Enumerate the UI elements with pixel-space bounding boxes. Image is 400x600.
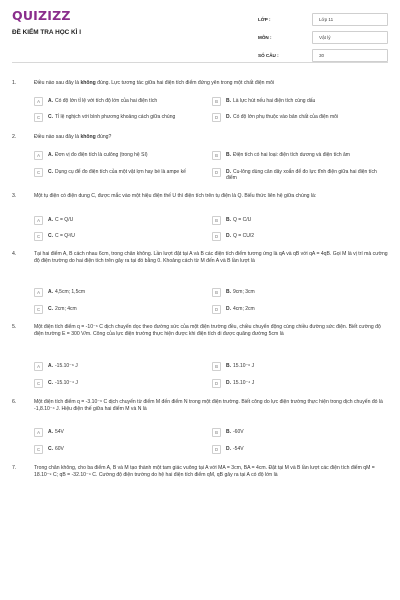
question-item xyxy=(12,251,388,314)
question-list xyxy=(0,80,400,479)
question-number: 1. xyxy=(12,80,17,86)
page-header xyxy=(0,0,400,62)
option-text xyxy=(48,151,148,158)
answer-option-a[interactable] xyxy=(34,97,210,106)
option-text xyxy=(48,305,77,312)
option-letter-box[interactable]: B xyxy=(212,288,221,297)
answer-options xyxy=(34,97,388,122)
question-text-part: Trong chân không, cho ba điểm A, B và M tạo thành một tam giác vuông tại A với MA = 3cm, BA = 4cm. Đặt tại M và B lần lượt các điện tích điểm qM = 18.10⁻⁹ C; qB = -32.10⁻⁹ C. Cường độ điện trường do hệ hai điện tích điểm qM, qB gây ra tại A có độ lớn là xyxy=(34,464,375,478)
question-number: 3. xyxy=(12,192,17,199)
meta-label: LỚP : xyxy=(258,16,271,22)
option-letter-box[interactable]: D xyxy=(212,113,221,122)
option-letter-box[interactable]: D xyxy=(212,232,221,241)
question-item xyxy=(12,193,388,241)
option-label: 15.10⁻⁴ J xyxy=(233,379,255,386)
option-text xyxy=(48,288,85,295)
option-letter-box[interactable]: C xyxy=(34,113,43,122)
option-label: 60V xyxy=(55,445,64,452)
option-text xyxy=(226,113,338,120)
question-item xyxy=(12,324,388,388)
option-label: -60V xyxy=(233,428,244,435)
question-count-field[interactable]: 30 xyxy=(312,49,388,62)
question-text-part: Một điện tích điểm q = -3.10⁻⁶ C dịch chuyển từ điểm M đến điểm N trong một điện trường. Biết công do lực điện trường thực hiện trong dịch chuyển đó là -1,8.10⁻⁴ J. Hiệu điện thế giữa hai điểm M và N là xyxy=(34,398,383,412)
option-letter: D. xyxy=(226,169,231,175)
question-text xyxy=(34,193,388,200)
option-label: -15.10⁻⁶ J xyxy=(55,362,78,369)
question-number: 7. xyxy=(12,464,17,471)
option-letter: B. xyxy=(226,216,231,223)
question-emphasis: không xyxy=(80,80,96,86)
option-letter-box[interactable]: D xyxy=(212,445,221,454)
question-text xyxy=(34,134,388,141)
answer-option-d[interactable] xyxy=(212,113,388,122)
option-text xyxy=(226,97,315,104)
option-letter: A. xyxy=(48,288,53,295)
option-label: Đơn vị đo điện tích là culông (trong hệ SI) xyxy=(55,152,148,158)
option-label: Cu-lông dùng cân dây xoắn để đo lực tĩnh điện giữa hai điện tích điểm xyxy=(226,169,377,182)
option-text xyxy=(48,97,157,104)
option-text xyxy=(226,362,254,369)
meta-row-count xyxy=(258,46,388,64)
question-text xyxy=(34,251,388,265)
question-item xyxy=(12,80,388,122)
option-text xyxy=(226,288,255,295)
option-label: Điện tích có hai loại: điện tích dương và điện tích âm xyxy=(233,152,350,158)
option-letter: C. xyxy=(48,232,53,239)
option-letter-box[interactable]: D xyxy=(212,305,221,314)
option-letter-box[interactable]: C xyxy=(34,305,43,314)
option-label: Q = C/U xyxy=(233,216,252,223)
answer-option-d[interactable] xyxy=(212,232,388,241)
answer-option-a[interactable] xyxy=(34,151,210,160)
question-text-part: Một tụ điện có điện dung C, được mắc vào một hiệu điện thế U thì điện tích trên tụ điện là Q. Biểu thức liên hệ giữa chúng là: xyxy=(34,192,317,199)
option-letter: C. xyxy=(48,445,53,452)
question-text xyxy=(34,399,388,413)
option-text xyxy=(48,362,78,369)
answer-option-b[interactable] xyxy=(212,216,388,225)
answer-option-b[interactable] xyxy=(212,288,388,297)
question-text-part: đúng. Lực tương tác giữa hai điện tích điểm đứng yên trong một chất điện môi xyxy=(95,80,275,86)
option-letter: C. xyxy=(48,114,53,120)
answer-option-a[interactable] xyxy=(34,288,210,297)
option-letter: D. xyxy=(226,379,231,386)
answer-options xyxy=(34,151,388,182)
question-text-part: Tại hai điểm A, B cách nhau 6cm, trong chân không. Lần lượt đặt tại A và B các điện tích điểm tương ứng là qA và qB với qA = 4qB. Gọi M là vị trí mà cường độ điện trường do hai điện tích trên gây ra tại đó bằng 0. Khoảng cách từ M đến A và B lần lượt là xyxy=(34,250,388,264)
option-label: 2cm; 4cm xyxy=(55,305,77,312)
option-letter: C. xyxy=(48,305,53,312)
option-letter: B. xyxy=(226,428,231,435)
question-number: 4. xyxy=(12,250,17,257)
option-letter-box[interactable]: B xyxy=(212,151,221,160)
option-text xyxy=(48,168,186,175)
option-letter-box[interactable]: D xyxy=(212,168,221,177)
answer-option-d[interactable] xyxy=(212,379,388,388)
option-text xyxy=(48,113,175,120)
option-text xyxy=(226,445,244,452)
option-letter: C. xyxy=(48,379,53,386)
question-item xyxy=(12,465,388,479)
option-letter-box[interactable]: A xyxy=(34,151,43,160)
question-text xyxy=(34,324,388,338)
option-letter: D. xyxy=(226,114,231,120)
question-number: 5. xyxy=(12,323,17,330)
meta-label: MÔN : xyxy=(258,34,272,40)
answer-option-b[interactable] xyxy=(212,428,388,437)
option-letter-box[interactable]: C xyxy=(34,379,43,388)
option-label: -15.10⁻⁴ J xyxy=(55,379,78,386)
option-letter: C. xyxy=(48,169,53,175)
question-text-part: Điều nào sau đây là xyxy=(34,134,81,140)
option-letter: A. xyxy=(48,428,53,435)
option-letter: A. xyxy=(48,216,53,223)
option-text xyxy=(48,232,75,239)
quizizz-logo: QUIZIZZ xyxy=(12,8,71,23)
option-letter: D. xyxy=(226,445,231,452)
answer-option-d[interactable] xyxy=(212,305,388,314)
answer-option-a[interactable] xyxy=(34,216,210,225)
answer-option-d[interactable] xyxy=(212,168,388,182)
option-letter-box[interactable]: C xyxy=(34,232,43,241)
option-letter-box[interactable]: B xyxy=(212,216,221,225)
option-letter-box[interactable]: A xyxy=(34,216,43,225)
option-label: 9cm; 3cm xyxy=(233,288,255,295)
option-letter: B. xyxy=(226,152,231,158)
test-meta xyxy=(258,10,388,64)
option-letter-box[interactable]: A xyxy=(34,362,43,371)
option-letter: B. xyxy=(226,98,231,104)
question-emphasis: không xyxy=(80,134,96,140)
answer-option-a[interactable] xyxy=(34,362,210,371)
option-letter: D. xyxy=(226,232,231,239)
question-item xyxy=(12,134,388,182)
option-label: -54V xyxy=(233,445,244,452)
subject-field[interactable]: Vật lý xyxy=(312,31,388,44)
answer-option-d[interactable] xyxy=(212,445,388,454)
option-letter-box[interactable]: C xyxy=(34,445,43,454)
question-item xyxy=(12,399,388,454)
question-text-part: Một điện tích điểm q = -10⁻⁶ C dịch chuyển dọc theo đường sức của một điện trường đều, chiều chuyển động cùng chiều đường sức điện. Biết cường độ điện trường E = 300 V/m. Công của lực điện trường thực hiện được khi điện tích di được quãng đường 5cm là xyxy=(34,323,381,337)
option-letter-box[interactable]: A xyxy=(34,288,43,297)
question-text xyxy=(34,80,388,87)
answer-option-b[interactable] xyxy=(212,362,388,371)
option-letter: A. xyxy=(48,98,53,104)
option-text xyxy=(226,305,255,312)
option-letter-box[interactable]: A xyxy=(34,428,43,437)
test-title: ĐỀ KIỂM TRA HỌC KÌ I xyxy=(12,29,81,36)
option-label: Là lực hút nếu hai điện tích cùng dấu xyxy=(233,98,316,104)
option-letter: A. xyxy=(48,362,53,369)
option-text xyxy=(226,151,350,158)
option-text xyxy=(226,428,244,435)
option-text xyxy=(48,445,64,452)
option-label: Tỉ lệ nghịch với bình phương khoảng cách giữa chúng xyxy=(55,114,176,120)
option-letter-box[interactable]: D xyxy=(212,379,221,388)
meta-row-class xyxy=(258,10,388,28)
option-label: Có độ lớn tỉ lệ với tích độ lớn của hai điện tích xyxy=(55,98,158,104)
answer-options xyxy=(34,428,388,454)
option-letter-box[interactable]: A xyxy=(34,97,43,106)
option-letter-box[interactable]: B xyxy=(212,97,221,106)
option-label: Có độ lớn phụ thuộc vào bản chất của điện môi xyxy=(233,114,339,120)
option-letter: D. xyxy=(226,305,231,312)
option-text xyxy=(48,428,64,435)
option-label: 15.10⁻⁶ J xyxy=(233,362,255,369)
option-letter: B. xyxy=(226,362,231,369)
question-text-part: Điều nào sau đây là xyxy=(34,80,81,86)
option-letter-box[interactable]: B xyxy=(212,428,221,437)
option-text xyxy=(226,379,254,386)
answer-options xyxy=(34,362,388,388)
class-field[interactable]: Lớp 11 xyxy=(312,13,388,26)
option-text xyxy=(226,232,254,239)
option-label: C = Q/U xyxy=(55,216,74,223)
option-letter-box[interactable]: B xyxy=(212,362,221,371)
question-number: 6. xyxy=(12,398,17,405)
answer-option-c[interactable] xyxy=(34,379,210,388)
option-label: 54V xyxy=(55,428,64,435)
answer-option-c[interactable] xyxy=(34,168,210,182)
question-text-part: đúng? xyxy=(95,134,112,140)
answer-option-a[interactable] xyxy=(34,428,210,437)
meta-label: SỐ CÂU : xyxy=(258,52,279,58)
option-label: Dụng cụ để đo điện tích của một vật lợn hay bé là ampe kế xyxy=(55,169,186,175)
option-label: C = Q²/U xyxy=(55,232,75,239)
answer-option-b[interactable] xyxy=(212,151,388,160)
answer-option-c[interactable] xyxy=(34,305,210,314)
option-text xyxy=(48,379,78,386)
option-text xyxy=(48,216,73,223)
option-text xyxy=(226,168,388,182)
option-label: Q = CU/2 xyxy=(233,232,254,239)
question-number: 2. xyxy=(12,134,17,140)
option-letter: A. xyxy=(48,152,53,158)
answer-option-b[interactable] xyxy=(212,97,388,106)
answer-option-c[interactable] xyxy=(34,232,210,241)
option-letter-box[interactable]: C xyxy=(34,168,43,177)
meta-row-subject xyxy=(258,28,388,46)
option-text xyxy=(226,216,251,223)
option-label: 4,5cm; 1,5cm xyxy=(55,288,86,295)
answer-option-c[interactable] xyxy=(34,113,210,122)
option-letter: B. xyxy=(226,288,231,295)
question-text xyxy=(34,465,388,479)
answer-options xyxy=(34,288,388,314)
answer-option-c[interactable] xyxy=(34,445,210,454)
option-label: 4cm; 2cm xyxy=(233,305,255,312)
answer-options xyxy=(34,216,388,241)
